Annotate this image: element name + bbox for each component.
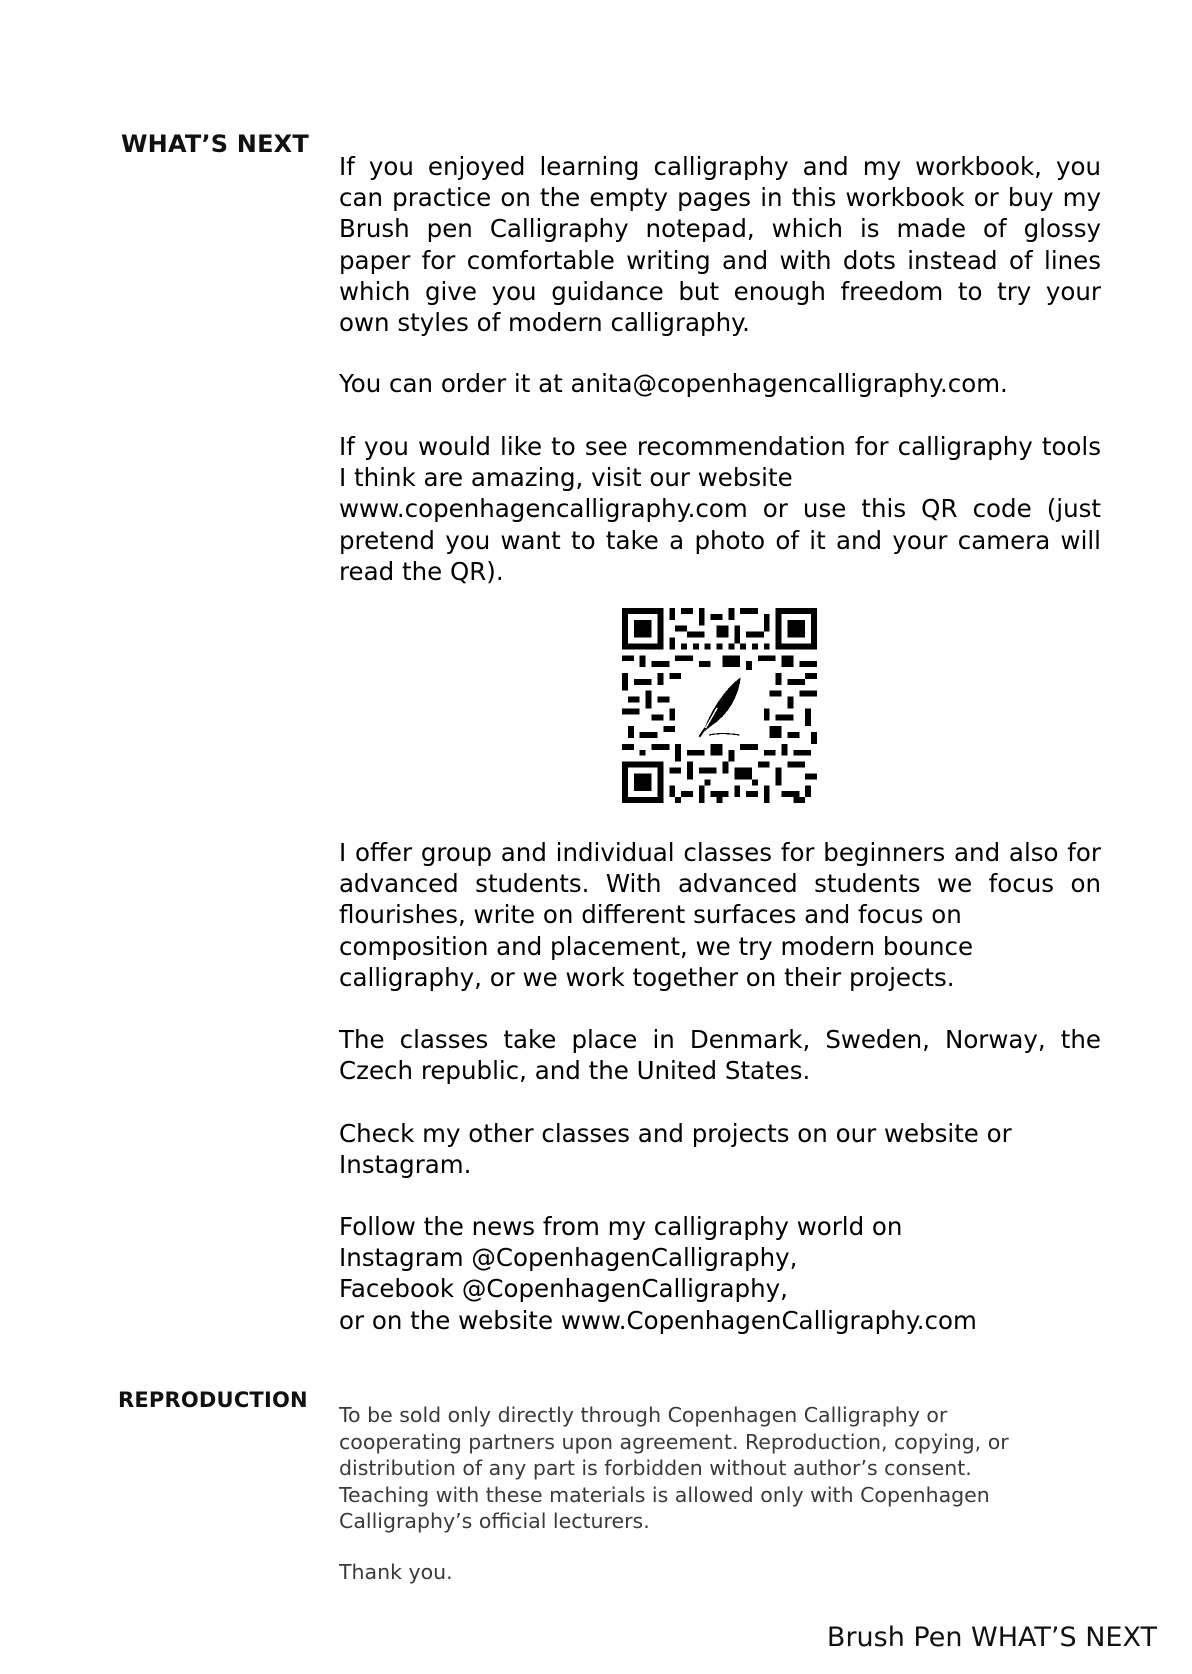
feather-quill-icon: [684, 670, 755, 741]
text-line: Follow the news from my calligraphy world on: [339, 1212, 903, 1241]
order-paragraph: [339, 368, 1101, 399]
facebook-handle-text: Facebook @CopenhagenCalligraphy,: [339, 1274, 788, 1304]
intro-paragraph: [339, 151, 1101, 338]
qr-finder-top-right: [776, 608, 817, 649]
text-line: advanced students. With advanced students we focus on: [339, 869, 1101, 899]
text-line: composition and placement, we try modern bounce: [339, 931, 974, 961]
text-line: calligraphy, or we work together on their projects.: [339, 962, 955, 992]
qr-finder-bottom-left: [622, 762, 663, 803]
text-line: www.copenhagencalligraphy.com or use this QR code (just: [339, 494, 1101, 524]
text-line: I offer group and individual classes for beginners and also for: [339, 838, 1101, 867]
text-line: Czech republic, and the United States.: [339, 1056, 811, 1086]
text-line: Calligraphy’s official lecturers.: [339, 1509, 650, 1533]
classes-paragraph: [339, 837, 1101, 993]
whats-next-heading: WHAT’S NEXT: [121, 130, 309, 158]
text-line: Instagram.: [339, 1150, 472, 1180]
tools-paragraph: [339, 431, 1101, 587]
text-line: own styles of modern calligraphy.: [339, 308, 750, 338]
instagram-handle-text: Instagram @CopenhagenCalligraphy,: [339, 1243, 798, 1273]
text-line: If you enjoyed learning calligraphy and my workbook, you: [339, 152, 1101, 181]
reproduction-heading: REPRODUCTION: [118, 1388, 308, 1412]
qr-code: [622, 608, 817, 803]
text-line: To be sold only directly through Copenhagen Calligraphy or: [339, 1403, 948, 1427]
text-line: Check my other classes and projects on our website or: [339, 1119, 1012, 1148]
text-line: Teaching with these materials is allowed only with Copenhagen: [339, 1482, 990, 1507]
page-footer: Brush Pen WHAT’S NEXT: [826, 1622, 1157, 1653]
text-line: which give you guidance but enough freedom to try your: [339, 276, 1101, 306]
text-line: I think are amazing, visit our website: [339, 463, 793, 493]
order-email-text: You can order it at anita@copenhagencalligraphy.com.: [339, 369, 1008, 398]
qr-finder-top-left: [622, 608, 663, 649]
other-classes-paragraph: [339, 1118, 1101, 1180]
text-line: pretend you want to take a photo of it and your camera will: [339, 525, 1101, 555]
thank-you-text: Thank you.: [339, 1560, 453, 1584]
text-line: read the QR).: [339, 556, 504, 586]
follow-paragraph: [339, 1211, 1101, 1336]
text-line: can practice on the empty pages in this workbook or buy my: [339, 183, 1101, 213]
text-line: Brush pen Calligraphy notepad, which is made of glossy: [339, 214, 1101, 244]
text-line: cooperating partners upon agreement. Reproduction, copying, or: [339, 1429, 1009, 1454]
text-line: flourishes, write on different surfaces and focus on: [339, 900, 962, 930]
text-line: If you would like to see recommendation for calligraphy tools: [339, 432, 1101, 461]
text-line: The classes take place in Denmark, Sweden, Norway, the: [339, 1025, 1101, 1054]
website-text: or on the website www.CopenhagenCalligraphy.com: [339, 1305, 977, 1335]
reproduction-paragraph: [339, 1402, 1069, 1535]
text-line: distribution of any part is forbidden without author’s consent.: [339, 1456, 972, 1480]
locations-paragraph: [339, 1024, 1101, 1086]
text-line: paper for comfortable writing and with dots instead of lines: [339, 245, 1101, 275]
